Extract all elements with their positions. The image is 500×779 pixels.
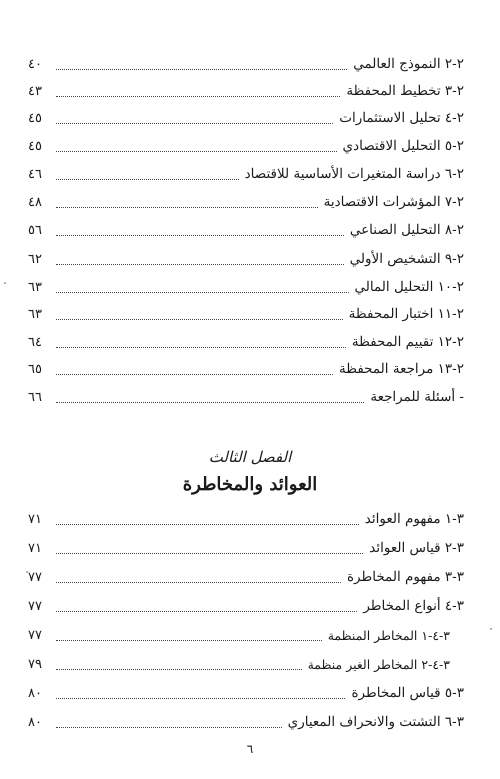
toc-entry-page: ٤٥ — [28, 138, 42, 154]
toc-entry-label: ٢-١٠ التحليل المالي — [354, 279, 464, 295]
chapter-title: العوائد والمخاطرة — [182, 474, 318, 495]
toc-entry-page: ٦٥ — [28, 361, 42, 377]
toc-entry-label: ٣-٥ قياس المخاطرة — [351, 685, 464, 701]
dot-leader — [56, 207, 318, 208]
dot-leader — [56, 582, 341, 583]
toc-entry — [28, 508, 464, 530]
toc-entry-page: ٤٨ — [28, 194, 42, 210]
toc-entry-label: ٢-٩ التشخيص الأولي — [349, 251, 464, 267]
toc-entry — [28, 248, 464, 270]
toc-entry — [28, 358, 464, 380]
toc-entry-label: ٢-٦ دراسة المتغيرات الأساسية للاقتصاد — [244, 166, 464, 182]
toc-entry-page: ٦٤ — [28, 334, 42, 350]
toc-entry — [28, 537, 464, 559]
toc-entry — [28, 53, 464, 75]
dot-leader — [56, 402, 364, 403]
toc-entry-label: ٢-٧ المؤشرات الاقتصادية — [323, 194, 464, 210]
toc-entry — [28, 163, 464, 185]
page-number: ٦ — [246, 742, 254, 756]
scan-speck — [4, 282, 6, 284]
toc-entry — [28, 191, 464, 213]
toc-entry-label: ٣-٤-١ المخاطر المنظمة — [327, 627, 450, 643]
toc-entry-label: ٢-٤ تحليل الاستثمارات — [339, 110, 464, 126]
dot-leader — [56, 698, 345, 699]
toc-entry-page: ٦٢ — [28, 251, 42, 267]
dot-leader — [56, 640, 322, 641]
toc-entry-page: ٧١ — [28, 540, 42, 556]
toc-entry — [28, 566, 464, 588]
toc-entry-label: ٢-٢ النموذج العالمي — [353, 56, 464, 72]
scan-speck — [490, 628, 492, 630]
toc-entry-page: ٧٧ — [28, 569, 42, 585]
toc-entry — [28, 386, 464, 408]
toc-entry — [28, 682, 464, 704]
toc-entry — [28, 331, 464, 353]
toc-entry-page: ٦٣ — [28, 306, 42, 322]
toc-entry — [28, 276, 464, 298]
dot-leader — [56, 669, 302, 670]
dot-leader — [56, 123, 333, 124]
dot-leader — [56, 374, 333, 375]
toc-entry — [28, 80, 464, 102]
toc-entry-page: ٥٦ — [28, 222, 42, 238]
dot-leader — [56, 69, 347, 70]
toc-subentry — [28, 624, 450, 646]
toc-entry-label: ٣-٢ قياس العوائد — [369, 540, 464, 556]
toc-entry-page: ٤٠ — [28, 56, 42, 72]
toc-entry-page: ٨٠ — [28, 714, 42, 730]
toc-entry-page: ٧٧ — [28, 598, 42, 614]
dot-leader — [56, 179, 239, 180]
toc-entry-page: ٤٥ — [28, 110, 42, 126]
scan-speck — [26, 571, 28, 573]
dot-leader — [56, 96, 340, 97]
toc-entry — [28, 595, 464, 617]
toc-entry-label: ٢-٥ التحليل الاقتصادي — [342, 138, 464, 154]
dot-leader — [56, 151, 337, 152]
toc-entry — [28, 219, 464, 241]
toc-entry-label: ٢-١٣ مراجعة المحفظة — [339, 361, 464, 377]
toc-entry-label: ٢-١٢ تقييم المحفظة — [351, 334, 464, 350]
toc-entry-label: ٢-٨ التحليل الصناعي — [349, 222, 464, 238]
dot-leader — [56, 553, 363, 554]
chapter-label: الفصل الثالث — [208, 448, 292, 466]
toc-entry-label: ٢-١١ اختبار المحفظة — [348, 306, 464, 322]
toc-entry-page: ٨٠ — [28, 685, 42, 701]
toc-entry-label: - أسئلة للمراجعة — [370, 389, 464, 405]
dot-leader — [56, 727, 282, 728]
toc-entry — [28, 303, 464, 325]
dot-leader — [56, 264, 344, 265]
dot-leader — [56, 292, 349, 293]
dot-leader — [56, 235, 344, 236]
toc-entry-page: ٤٣ — [28, 83, 42, 99]
toc-entry-label: ٣-٤ أنواع المخاطر — [363, 598, 464, 614]
toc-entry-page: ٧١ — [28, 511, 42, 527]
toc-entry-page: ٦٦ — [28, 389, 42, 405]
dot-leader — [56, 611, 357, 612]
toc-entry-page: ٦٣ — [28, 279, 42, 295]
toc-entry — [28, 711, 464, 733]
toc-entry — [28, 135, 464, 157]
toc-entry-label: ٢-٣ تخطيط المحفظة — [346, 83, 464, 99]
toc-entry-page: ٤٦ — [28, 166, 42, 182]
toc-entry-label: ٣-١ مفهوم العوائد — [364, 511, 464, 527]
toc-entry-label: ٣-٦ التشتت والانحراف المعياري — [287, 714, 464, 730]
toc-entry-label: ٣-٤-٢ المخاطر الغير منظمة — [307, 656, 450, 672]
toc-entry-page: ٧٩ — [28, 656, 42, 672]
toc-entry-page: ٧٧ — [28, 627, 42, 643]
dot-leader — [56, 347, 346, 348]
dot-leader — [56, 524, 359, 525]
toc-entry — [28, 107, 464, 129]
dot-leader — [56, 319, 343, 320]
toc-entry-label: ٣-٣ مفهوم المخاطرة — [346, 569, 464, 585]
toc-subentry — [28, 653, 450, 675]
